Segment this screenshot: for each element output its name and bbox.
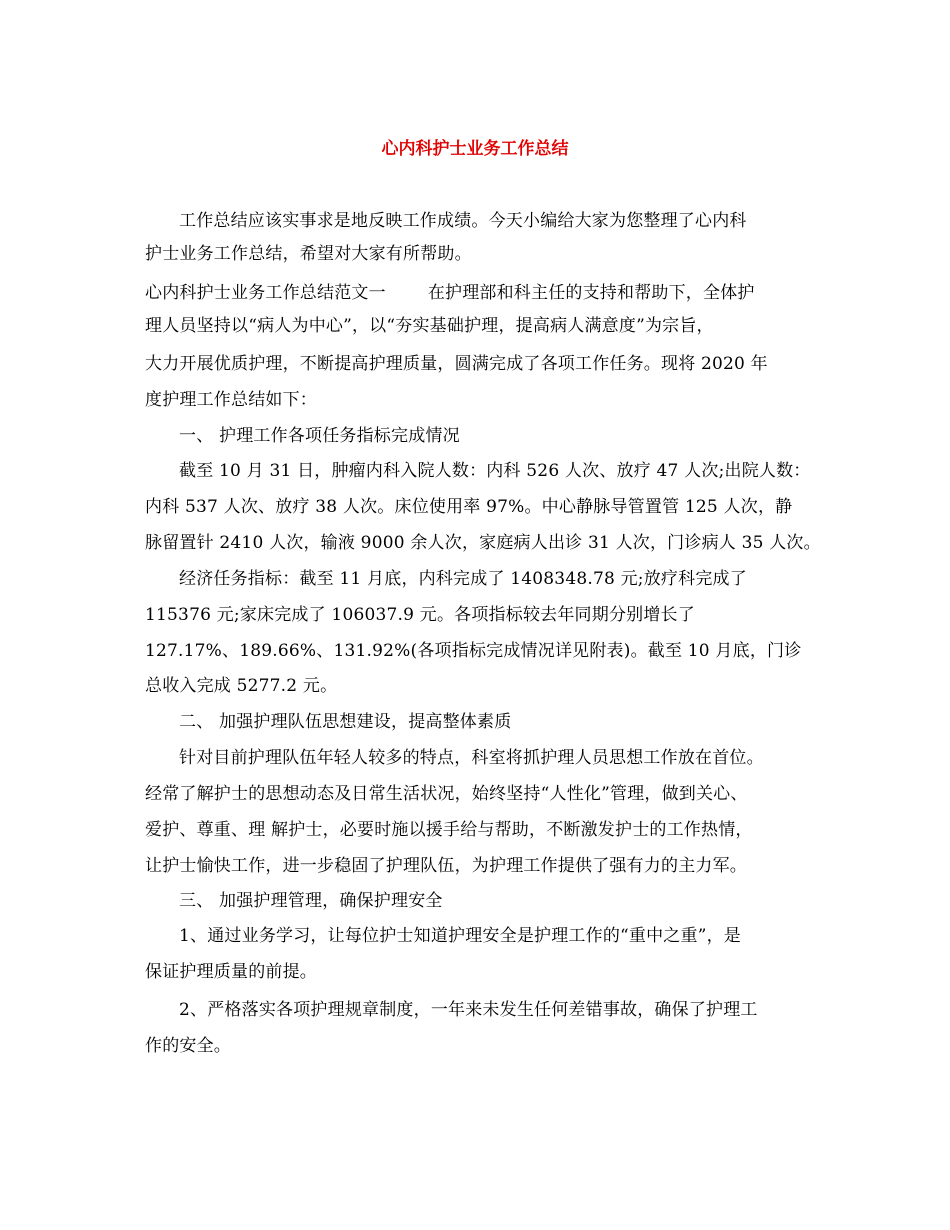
paragraph-line: 经济任务指标：截至 11 月底，内科完成了 1408348.78 元;放疗科完成了 [179,569,747,589]
document-title: 心内科护士业务工作总结 [381,139,569,159]
paragraph-line: 大力开展优质护理，不断提高护理质量，圆满完成了各项工作任务。现将 2020 年 [145,354,768,374]
section-heading: 二、 加强护理队伍思想建设，提高整体素质 [179,712,512,732]
paragraph-line: 经常了解护士的思想动态及日常生活状况，始终坚持“人性化”管理，做到关心、 [145,784,748,804]
paragraph-text: 在护理部和科主任的支持和帮助下，全体护 [427,283,755,303]
paragraph-line: 工作总结应该实事求是地反映工作成绩。今天小编给大家为您整理了心内科 [179,211,747,231]
section-heading: 一、 护理工作各项任务指标完成情况 [179,426,460,446]
paragraph-line: 爱护、尊重、理 解护士，必要时施以援手给与帮助，不断激发护士的工作热情， [145,820,753,840]
paragraph-line: 作的安全。 [145,1036,231,1056]
paragraph-line: 总收入完成 5277.2 元。 [145,676,338,696]
paragraph-line: 度护理工作总结如下： [145,390,317,410]
section-heading: 三、 加强护理管理，确保护理安全 [179,891,443,911]
paragraph-line: 脉留置针 2410 人次，输液 9000 余人次，家庭病人出诊 31 人次，门诊病人 35 人次。 [145,533,821,553]
sample-heading: 心内科护士业务工作总结范文一 [145,283,386,303]
paragraph-line: 内科 537 人次、放疗 38 人次。床位使用率 97%。中心静脉导管置管 125 人次，静 [145,497,793,517]
paragraph-line: 针对目前护理队伍年轻人较多的特点，科室将抓护理人员思想工作放在首位。 [179,748,764,768]
paragraph-line: 1、通过业务学习，让每位护士知道护理安全是护理工作的“重中之重”，是 [179,926,741,946]
paragraph-line-with-heading [145,279,825,307]
paragraph-line: 护士业务工作总结，希望对大家有所帮助。 [145,244,472,264]
paragraph-line: 截至 10 月 31 日，肿瘤内科入院人数：内科 526 人次、放疗 47 人次;出院人数： [179,461,811,481]
paragraph-line: 2、严格落实各项护理规章制度，一年来未发生任何差错事故，确保了护理工 [179,1000,758,1020]
paragraph-line: 让护士愉快工作，进一步稳固了护理队伍，为护理工作提供了强有力的主力军。 [145,856,747,876]
paragraph-line: 理人员坚持以“病人为中心”，以“夯实基础护理，提高病人满意度”为宗旨， [145,316,714,336]
paragraph-line: 115376 元;家床完成了 106037.9 元。各项指标较去年同期分别增长了 [145,605,695,625]
paragraph-line: 127.17%、189.66%、131.92%(各项指标完成情况详见附表)。截至 10 月底，门诊 [145,641,802,661]
paragraph-line: 保证护理质量的前提。 [145,962,317,982]
